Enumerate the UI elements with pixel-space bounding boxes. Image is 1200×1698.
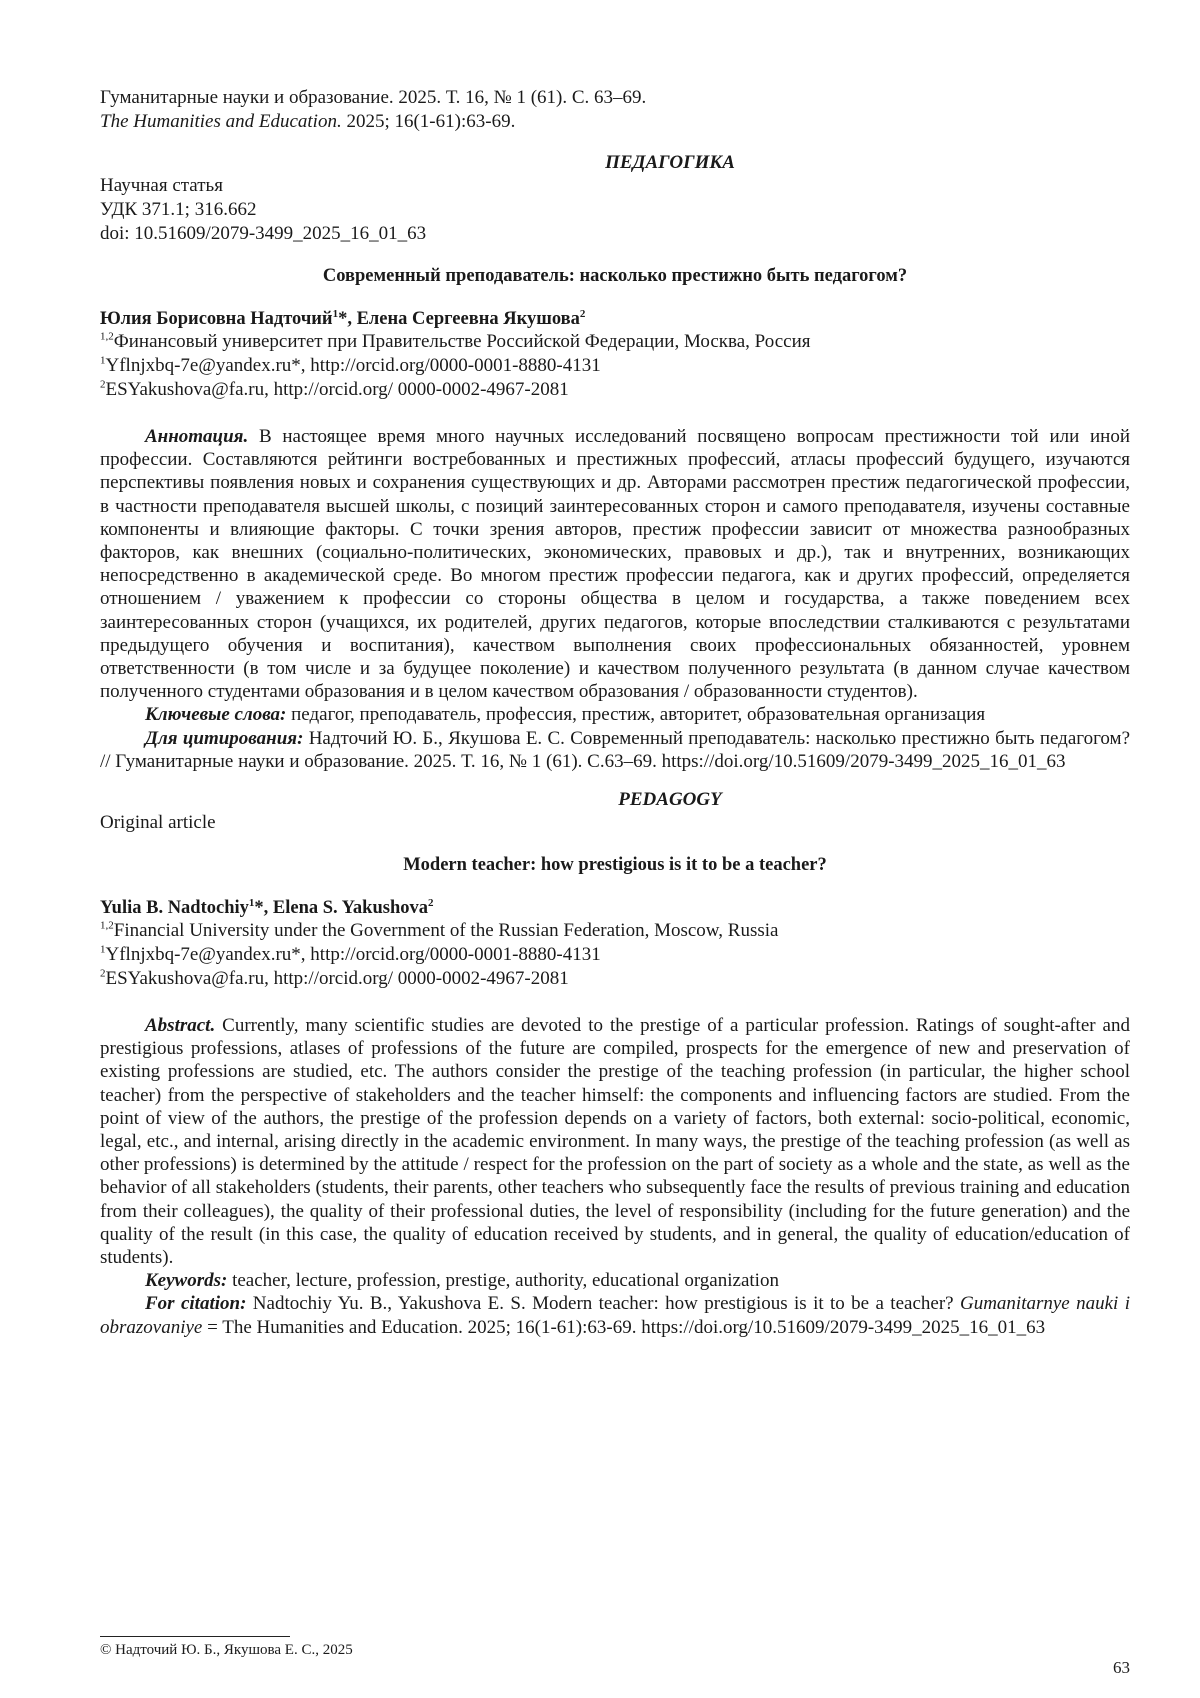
keywords-text-en: teacher, lecture, profession, prestige, authority, educational organization: [227, 1270, 779, 1292]
journal-ref-ru: Гуманитарные науки и образование. 2025. Т. 16, № 1 (61). С. 63–69.: [100, 87, 647, 108]
affiliation-sup-ru: 1,2: [100, 330, 114, 343]
abstract-en: [100, 1014, 1130, 1269]
contact-1-sup-ru: 1: [100, 354, 106, 367]
article-title-en: Modern teacher: how prestigious is it to be a teacher?: [403, 855, 827, 876]
section-heading-ru: ПЕДАГОГИКА: [605, 152, 735, 173]
abstract-label-en: Abstract.: [145, 1015, 216, 1037]
article-type-en: Original article: [100, 812, 216, 834]
authors-en: [100, 898, 1130, 919]
contact-1-en: [100, 943, 1130, 967]
affiliation-ru: [100, 330, 1130, 354]
author-1-en: Yulia B. Nadtochiy: [100, 898, 249, 919]
citation-ru: [100, 727, 1130, 773]
citation-journal-translit: Gumanitarnye nauki i obrazovaniye: [100, 1293, 1130, 1338]
contact-2-en: [100, 967, 1130, 991]
citation-label-ru: Для цитирования:: [145, 727, 304, 749]
article-title-ru: Современный преподаватель: насколько престижно быть педагогом?: [322, 266, 908, 286]
contact-1-ru: [100, 354, 1130, 378]
contact-1-text-ru: Yflnjxbq-7e@yandex.ru*, http://orcid.org/0000-0001-8880-4131: [105, 355, 601, 376]
page-number: 63: [1113, 1658, 1130, 1677]
contact-2-text-en: ESYakushova@fa.ru, http://orcid.org/ 0000-0002-4967-2081: [105, 968, 569, 990]
author-1-ru: Юлия Борисовна Надточий: [100, 309, 333, 329]
affiliation-en: [100, 919, 1130, 943]
footnote-divider: [100, 1636, 290, 1637]
contact-1-sup-en: 1: [100, 943, 106, 956]
udk: УДК 371.1; 316.662: [100, 199, 257, 220]
affiliation-text-en: Financial University under the Government of the Russian Federation, Moscow, Russia: [113, 920, 779, 942]
doi: doi: 10.51609/2079-3499_2025_16_01_63: [100, 223, 427, 244]
citation-text-en-2: = The Humanities and Education. 2025; 16(1-61):63-69. https://doi.org/10.51609/2079-3499_2025_16_01_63: [202, 1316, 1046, 1338]
affiliation-text-ru: Финансовый университет при Правительстве Российской Федерации, Москва, Россия: [113, 331, 811, 352]
author-2-ru: Елена Сергеевна Якушова: [356, 309, 580, 329]
author-1-mark-en: *,: [254, 898, 273, 919]
keywords-ru: [100, 703, 1130, 726]
citation-text-en-1: Nadtochiy Yu. B., Yakushova E. S. Modern teacher: how prestigious is it to be a teacher?: [246, 1293, 960, 1315]
abstract-ru: [100, 425, 1130, 703]
article-type-ru: Научная статья: [100, 175, 223, 196]
journal-name-en: The Humanities and Education.: [100, 111, 342, 132]
authors-ru: [100, 309, 1130, 330]
keywords-text-ru: педагог, преподаватель, профессия, престиж, авторитет, образовательная организация: [286, 704, 986, 726]
citation-en: [100, 1292, 1130, 1338]
keywords-en: [100, 1269, 1130, 1292]
keywords-label-ru: Ключевые слова:: [145, 704, 287, 726]
journal-issue-en: 2025; 16(1-61):63-69.: [341, 111, 516, 132]
contact-2-sup-ru: 2: [100, 378, 106, 391]
author-2-en: Elena S. Yakushova: [272, 898, 428, 919]
author-2-sup-en: 2: [428, 896, 434, 909]
affiliation-sup-en: 1,2: [100, 919, 114, 932]
keywords-label-en: Keywords:: [145, 1270, 228, 1292]
citation-label-en: For citation:: [145, 1293, 247, 1315]
contact-2-sup-en: 2: [100, 967, 106, 980]
journal-ref-en: [100, 110, 1130, 134]
author-1-sup-ru: 1: [332, 307, 339, 320]
abstract-text-ru: В настоящее время много научных исследований посвящено вопросам престижности той или иной профессии. Составляются рейтинги востребованных и престижных профессий, атласы профессий будущего, изучаются перспективы появления новых и сохранения существующих и др. Авторами рассмотрен престиж педагогической профессии, в частности преподавателя высшей школы, с позиций заинтересованных сторон и самого преподавателя, изучены составные компоненты и влияющие факторы. С точки зрения авторов, престиж профессии зависит от множества разнообразных факторов, как внешних (социально-политических, экономических, правовых и др.), так и внутренних, возникающих непосредственно в академической среде. Во многом престиж профессии педагога, как и других профессий, определяется отношением / уважением к профессии со стороны общества в целом и государства, а также поведением всех заинтересованных сторон (учащихся, их родителей, других педагогов, которые впоследствии сталкиваются с результатами предыдущего обучения и воспитания), качеством выполнения своих профессиональных обязанностей, уровнем ответственности (в том числе и за будущее поколение) и качеством полученного результата (в данном случае качеством полученного студентами образования и в целом качеством образования / образованности студентов).: [100, 426, 1130, 703]
abstract-text-en: Currently, many scientific studies are devoted to the prestige of a particular profession. Ratings of sought-after and prestigious professions, atlases of professions of the future are compiled, prospects for the emergence of new and preservation of existing professions are studied, etc. The authors consider the prestige of the teaching profession (in particular, the higher school teacher) from the perspective of stakeholders and the teacher himself: the components and influencing factors are studied. From the point of view of the authors, the prestige of the profession depends on a variety of factors, both external: socio-political, economic, legal, etc., and internal, arising directly in the academic environment. In many ways, the prestige of the teaching profession (as well as other professions) is determined by the attitude / respect for the profession on the part of society as a whole and the state, as well as the behavior of all stakeholders (students, their parents, other teachers who subsequently face the results of previous training and education from their colleagues), the quality of their professional duties, the level of responsibility (including for the future generation) and the quality of the result (in this case, the quality of education received by students, and in general, the quality of education/education of students).: [100, 1015, 1130, 1269]
contact-1-text-en: Yflnjxbq-7e@yandex.ru*, http://orcid.org/0000-0001-8880-4131: [105, 944, 601, 966]
article-page: [100, 86, 1130, 1339]
citation-text-ru: Надточий Ю. Б., Якушова Е. С. Современный преподаватель: насколько престижно быть педагогом? // Гуманитарные науки и образование. 2025. Т. 16, № 1 (61). С.63–69. https://doi.org/10.51609/2079-3499_2025_16_01_63: [100, 727, 1131, 772]
author-1-sup-en: 1: [248, 896, 255, 909]
abstract-label-ru: Аннотация.: [145, 426, 249, 447]
author-1-mark-ru: *,: [338, 309, 357, 329]
section-heading-en: PEDAGOGY: [618, 789, 722, 811]
contact-2-ru: [100, 378, 1130, 402]
contact-2-text-ru: ESYakushova@fa.ru, http://orcid.org/ 0000-0002-4967-2081: [105, 379, 569, 400]
copyright-footnote: © Надточий Ю. Б., Якушова Е. С., 2025: [100, 1642, 353, 1658]
author-2-sup-ru: 2: [579, 307, 586, 320]
